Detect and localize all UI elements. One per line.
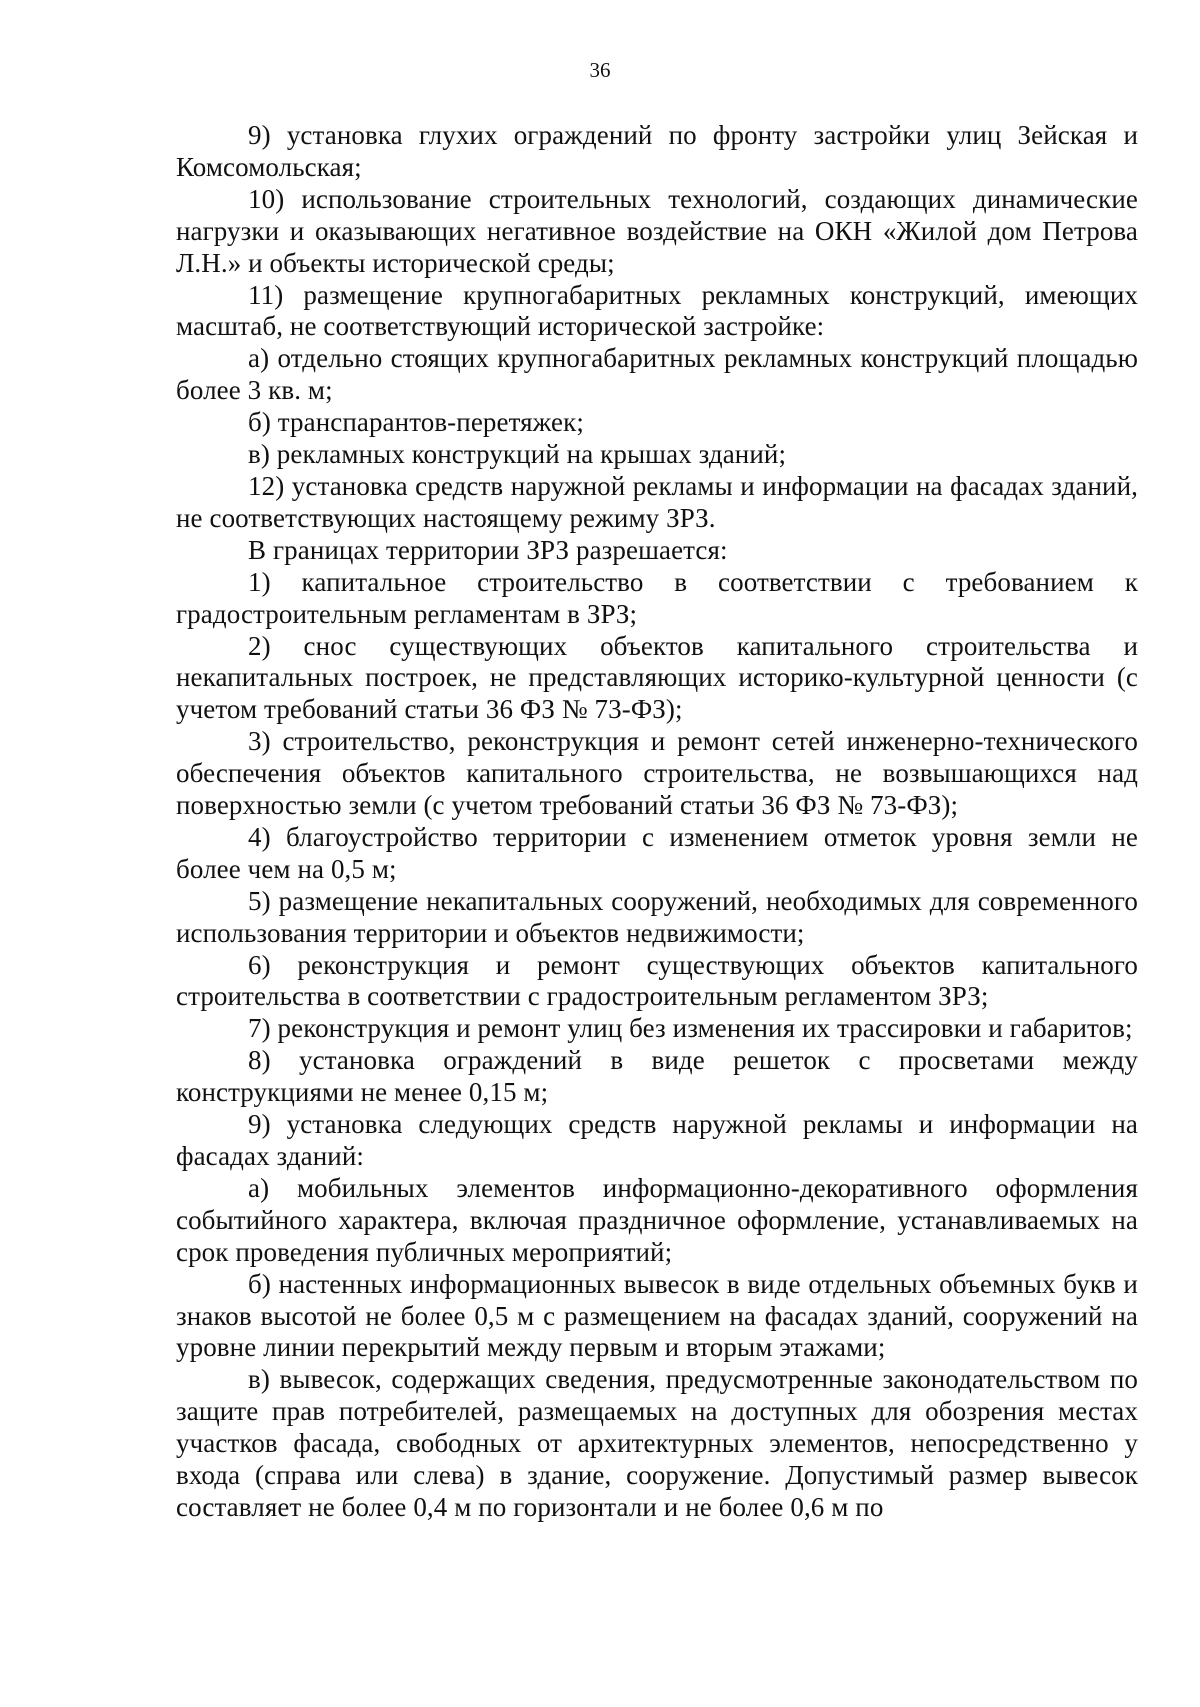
- section-heading-allowed: В границах территории ЗРЗ разрешается:: [248, 534, 728, 565]
- paragraph-allowed-5: 5) размещение некапитальных сооружений, необходимых для современного использования территории и объектов недвижимости;: [176, 885, 1138, 948]
- paragraph-allowed-9-v: в) вывесок, содержащих сведения, предусмотренные законодательством по защите прав потребителей, размещаемых на доступных для обозрения местах участков фасада, свободных от архитектурных элементов, непосредственно у входа (справа или слева) в здание, сооружение. Допустимый размер вывесок составляет не более 0,4 м по горизонтали и не более 0,6 м по: [176, 1364, 1138, 1522]
- paragraph-prohibited-10: 10) использование строительных технологий, создающих динамические нагрузки и оказывающих негативное воздействие на ОКН «Жилой дом Петрова Л.Н.» и объекты исторической среды;: [176, 183, 1138, 278]
- paragraph-allowed-2: 2) снос существующих объектов капитального строительства и некапитальных построек, не представляющих историко-культурной ценности (с учетом требований статьи 36 ФЗ № 73-ФЗ);: [176, 630, 1138, 725]
- paragraph-prohibited-12: 12) установка средств наружной рекламы и информации на фасадах зданий, не соответствующих настоящему режиму ЗРЗ.: [176, 470, 1138, 533]
- paragraph-allowed-9-b: б) настенных информационных вывесок в виде отдельных объемных букв и знаков высотой не более 0,5 м с размещением на фасадах зданий, сооружений на уровне линии перекрытий между первым и вторым этажами;: [176, 1268, 1138, 1363]
- document-body: [176, 120, 1138, 1524]
- paragraph-allowed-1: 1) капитальное строительство в соответствии с требованием к градостроительным регламентам в ЗРЗ;: [176, 566, 1138, 629]
- paragraph-allowed-6: 6) реконструкция и ремонт существующих объектов капитального строительства в соответствии с градостроительным регламентом ЗРЗ;: [176, 949, 1138, 1012]
- paragraph-prohibited-11-b: б) транспарантов-перетяжек;: [248, 407, 584, 438]
- paragraph-allowed-9: 9) установка следующих средств наружной рекламы и информации на фасадах зданий:: [176, 1109, 1138, 1171]
- paragraph-prohibited-11: 11) размещение крупногабаритных рекламных конструкций, имеющих масштаб, не соответствующий исторической застройке:: [176, 279, 1138, 342]
- paragraph-allowed-3: 3) строительство, реконструкция и ремонт сетей инженерно-технического обеспечения объектов капитального строительства, не возвышающихся над поверхностью земли (с учетом требований статьи 36 ФЗ № 73-ФЗ);: [176, 726, 1138, 821]
- paragraph-allowed-4: 4) благоустройство территории с изменением отметок уровня земли не более чем на 0,5 м;: [176, 821, 1138, 884]
- paragraph-allowed-7: 7) реконструкция и ремонт улиц без изменения их трассировки и габаритов;: [248, 1013, 1133, 1044]
- paragraph-allowed-9-a: а) мобильных элементов информационно-декоративного оформления событийного характера, включая праздничное оформление, устанавливаемых на срок проведения публичных мероприятий;: [176, 1172, 1138, 1267]
- paragraph-prohibited-11-a: а) отдельно стоящих крупногабаритных рекламных конструкций площадью более 3 кв. м;: [176, 343, 1138, 406]
- paragraph-prohibited-11-v: в) рекламных конструкций на крышах зданий;: [248, 439, 787, 470]
- page-number: 36: [589, 58, 611, 82]
- paragraph-prohibited-9: 9) установка глухих ограждений по фронту застройки улиц Зейская и Комсомольская;: [176, 120, 1138, 182]
- paragraph-allowed-8: 8) установка ограждений в виде решеток с просветами между конструкциями не менее 0,15 м;: [176, 1045, 1138, 1108]
